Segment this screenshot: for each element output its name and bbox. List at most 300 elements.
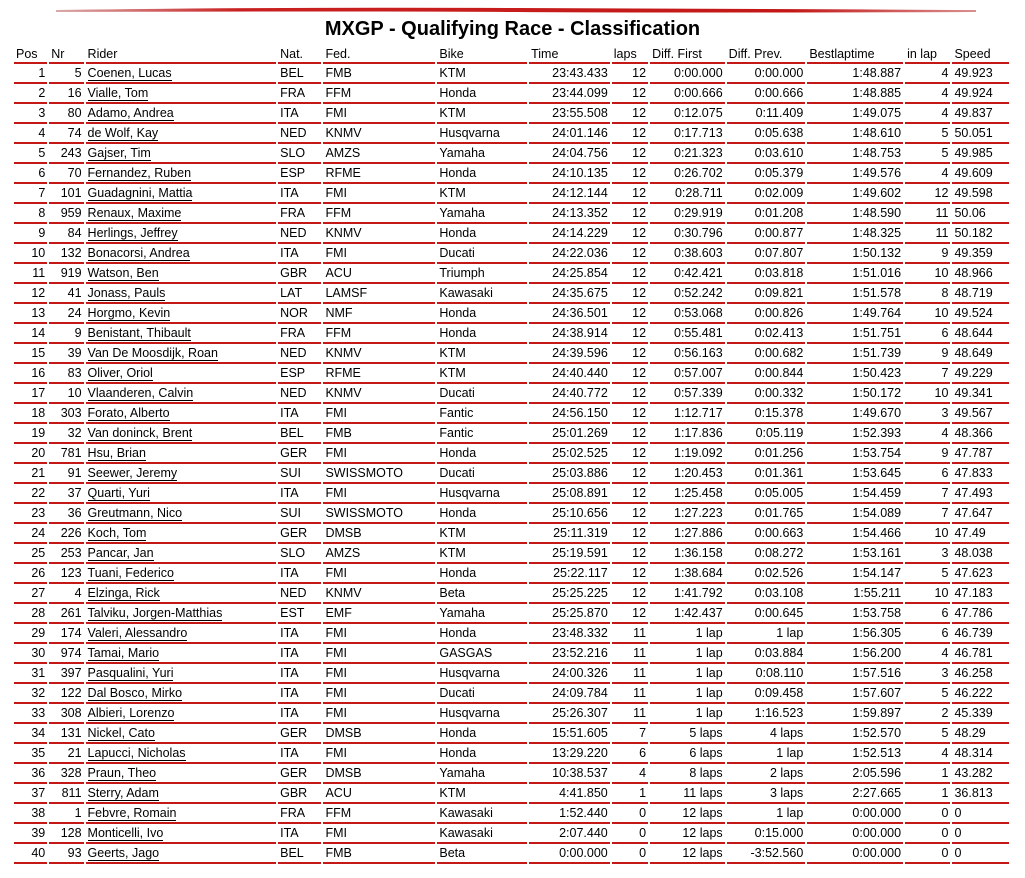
rider-link[interactable]: Hsu, Brian xyxy=(87,445,146,460)
cell-nr: 24 xyxy=(49,304,83,324)
cell-time: 24:01.146 xyxy=(529,124,610,144)
cell-nat: GER xyxy=(278,724,321,744)
cell-nr: 781 xyxy=(49,444,83,464)
cell-laps: 12 xyxy=(612,364,648,384)
cell-time: 24:38.914 xyxy=(529,324,610,344)
cell-bike: Fantic xyxy=(437,404,527,424)
cell-laps: 11 xyxy=(612,704,648,724)
cell-laps: 11 xyxy=(612,664,648,684)
cell-fed: FMI xyxy=(323,564,435,584)
cell-bestlaptime: 2:27.665 xyxy=(807,784,903,804)
cell-in-lap: 9 xyxy=(905,444,950,464)
table-row xyxy=(14,524,1009,544)
rider-link[interactable]: Pancar, Jan xyxy=(87,545,154,560)
cell-bike: Yamaha xyxy=(437,144,527,164)
cell-diff-first: 1:25.458 xyxy=(650,484,725,504)
rider-link[interactable]: Bonacorsi, Andrea xyxy=(87,245,190,260)
rider-link[interactable]: Elzinga, Rick xyxy=(87,585,160,600)
rider-link[interactable]: Vialle, Tom xyxy=(87,85,149,100)
cell-nr: 1 xyxy=(49,804,83,824)
cell-nr: 32 xyxy=(49,424,83,444)
cell-pos: 22 xyxy=(14,484,47,504)
cell-laps: 12 xyxy=(612,404,648,424)
cell-speed: 47.183 xyxy=(952,584,1009,604)
cell-nat: LAT xyxy=(278,284,321,304)
cell-pos: 2 xyxy=(14,84,47,104)
rider-link[interactable]: Horgmo, Kevin xyxy=(87,305,171,320)
cell-fed: SWISSMOTO xyxy=(323,464,435,484)
cell-speed: 49.598 xyxy=(952,184,1009,204)
cell-pos: 12 xyxy=(14,284,47,304)
cell-in-lap: 2 xyxy=(905,704,950,724)
cell-fed: FMI xyxy=(323,744,435,764)
cell-time: 24:40.772 xyxy=(529,384,610,404)
cell-bike: Honda xyxy=(437,724,527,744)
cell-diff-first: 5 laps xyxy=(650,724,725,744)
rider-link[interactable]: Sterry, Adam xyxy=(87,785,159,800)
cell-diff-prev: 0:01.361 xyxy=(727,464,806,484)
cell-bestlaptime: 1:48.325 xyxy=(807,224,903,244)
cell-diff-first: 1:41.792 xyxy=(650,584,725,604)
cell-in-lap: 6 xyxy=(905,464,950,484)
cell-speed: 45.339 xyxy=(952,704,1009,724)
cell-bestlaptime: 1:53.161 xyxy=(807,544,903,564)
cell-fed: FMI xyxy=(323,664,435,684)
cell-diff-prev: 0:03.108 xyxy=(727,584,806,604)
cell-nr: 16 xyxy=(49,84,83,104)
cell-nat: ITA xyxy=(278,184,321,204)
cell-laps: 12 xyxy=(612,164,648,184)
cell-bestlaptime: 1:54.459 xyxy=(807,484,903,504)
cell-diff-prev: 0:15.378 xyxy=(727,404,806,424)
cell-diff-first: 12 laps xyxy=(650,804,725,824)
cell-bestlaptime: 1:52.513 xyxy=(807,744,903,764)
cell-bike: Honda xyxy=(437,504,527,524)
cell-time: 24:00.326 xyxy=(529,664,610,684)
col-pos: Pos xyxy=(14,45,47,64)
cell-bestlaptime: 2:05.596 xyxy=(807,764,903,784)
cell-diff-first: 1 lap xyxy=(650,684,725,704)
brush-stroke-graphic xyxy=(56,7,976,13)
rider-link[interactable]: Valeri, Alessandro xyxy=(87,625,188,640)
cell-time: 25:25.870 xyxy=(529,604,610,624)
cell-nr: 41 xyxy=(49,284,83,304)
cell-pos: 13 xyxy=(14,304,47,324)
cell-pos: 17 xyxy=(14,384,47,404)
cell-nat: NED xyxy=(278,384,321,404)
cell-time: 23:44.099 xyxy=(529,84,610,104)
cell-bike: Honda xyxy=(437,324,527,344)
rider-link[interactable]: Coenen, Lucas xyxy=(87,65,172,80)
cell-in-lap: 6 xyxy=(905,604,950,624)
table-row xyxy=(14,684,1009,704)
col-bike: Bike xyxy=(437,45,527,64)
table-row xyxy=(14,564,1009,584)
rider-link[interactable]: Fernandez, Ruben xyxy=(87,165,192,180)
rider-link[interactable]: Dal Bosco, Mirko xyxy=(87,685,183,700)
cell-rider xyxy=(86,264,277,284)
cell-diff-first: 1:27.223 xyxy=(650,504,725,524)
cell-bike: Kawasaki xyxy=(437,804,527,824)
cell-speed: 49.359 xyxy=(952,244,1009,264)
cell-fed: FMI xyxy=(323,484,435,504)
cell-bike: Husqvarna xyxy=(437,484,527,504)
col-laps: laps xyxy=(612,45,648,64)
cell-speed: 50.182 xyxy=(952,224,1009,244)
cell-pos: 14 xyxy=(14,324,47,344)
cell-diff-first: 0:29.919 xyxy=(650,204,725,224)
cell-bike: Honda xyxy=(437,624,527,644)
cell-time: 23:52.216 xyxy=(529,644,610,664)
cell-laps: 12 xyxy=(612,544,648,564)
cell-nr: 131 xyxy=(49,724,83,744)
cell-laps: 1 xyxy=(612,784,648,804)
cell-speed: 48.719 xyxy=(952,284,1009,304)
cell-bestlaptime: 1:51.751 xyxy=(807,324,903,344)
cell-fed: FMI xyxy=(323,184,435,204)
cell-time: 25:22.117 xyxy=(529,564,610,584)
cell-diff-prev: 0:00.877 xyxy=(727,224,806,244)
cell-bestlaptime: 1:54.147 xyxy=(807,564,903,584)
cell-nat: SUI xyxy=(278,464,321,484)
cell-laps: 12 xyxy=(612,444,648,464)
rider-link[interactable]: Koch, Tom xyxy=(87,525,147,540)
cell-fed: FMI xyxy=(323,104,435,124)
cell-speed: 48.314 xyxy=(952,744,1009,764)
cell-pos: 4 xyxy=(14,124,47,144)
cell-time: 24:36.501 xyxy=(529,304,610,324)
rider-link[interactable]: Renaux, Maxime xyxy=(87,205,182,220)
cell-nat: ITA xyxy=(278,564,321,584)
cell-time: 25:08.891 xyxy=(529,484,610,504)
cell-pos: 15 xyxy=(14,344,47,364)
rider-link[interactable]: Van De Moosdijk, Roan xyxy=(87,345,218,360)
cell-time: 4:41.850 xyxy=(529,784,610,804)
cell-fed: FMB xyxy=(323,844,435,864)
table-row xyxy=(14,544,1009,564)
table-row xyxy=(14,304,1009,324)
cell-in-lap: 6 xyxy=(905,324,950,344)
cell-nat: ITA xyxy=(278,704,321,724)
cell-diff-first: 1 lap xyxy=(650,624,725,644)
cell-pos: 39 xyxy=(14,824,47,844)
rider-link[interactable]: Tuani, Federico xyxy=(87,565,174,580)
rider-link[interactable]: Nickel, Cato xyxy=(87,725,155,740)
rider-link[interactable]: Albieri, Lorenzo xyxy=(87,705,175,720)
cell-fed: FMI xyxy=(323,684,435,704)
cell-laps: 12 xyxy=(612,604,648,624)
cell-time: 24:22.036 xyxy=(529,244,610,264)
cell-bestlaptime: 1:48.885 xyxy=(807,84,903,104)
cell-bike: KTM xyxy=(437,344,527,364)
cell-pos: 30 xyxy=(14,644,47,664)
cell-in-lap: 10 xyxy=(905,384,950,404)
col-speed: Speed xyxy=(952,45,1009,64)
rider-link[interactable]: Oliver, Oriol xyxy=(87,365,153,380)
table-row xyxy=(14,144,1009,164)
cell-nat: ITA xyxy=(278,484,321,504)
cell-bestlaptime: 1:57.516 xyxy=(807,664,903,684)
cell-in-lap: 10 xyxy=(905,524,950,544)
cell-time: 24:40.440 xyxy=(529,364,610,384)
cell-diff-prev: 0:02.413 xyxy=(727,324,806,344)
cell-bestlaptime: 1:50.172 xyxy=(807,384,903,404)
cell-nat: ITA xyxy=(278,644,321,664)
cell-diff-first: 1:19.092 xyxy=(650,444,725,464)
cell-diff-prev: 0:03.818 xyxy=(727,264,806,284)
table-row xyxy=(14,244,1009,264)
cell-fed: RFME xyxy=(323,164,435,184)
cell-bestlaptime: 1:54.466 xyxy=(807,524,903,544)
cell-diff-prev: 0:09.821 xyxy=(727,284,806,304)
cell-in-lap: 5 xyxy=(905,144,950,164)
cell-in-lap: 6 xyxy=(905,624,950,644)
cell-bike: Husqvarna xyxy=(437,704,527,724)
cell-bestlaptime: 1:49.602 xyxy=(807,184,903,204)
cell-time: 24:10.135 xyxy=(529,164,610,184)
rider-link[interactable]: Tamai, Mario xyxy=(87,645,160,660)
cell-rider xyxy=(86,624,277,644)
cell-in-lap: 7 xyxy=(905,504,950,524)
rider-link[interactable]: Lapucci, Nicholas xyxy=(87,745,186,760)
table-row xyxy=(14,184,1009,204)
cell-diff-first: 0:00.000 xyxy=(650,64,725,84)
col-diff-prev: Diff. Prev. xyxy=(727,45,806,64)
cell-nat: NED xyxy=(278,124,321,144)
rider-link[interactable]: Febvre, Romain xyxy=(87,805,177,820)
cell-fed: FFM xyxy=(323,324,435,344)
table-row xyxy=(14,164,1009,184)
cell-laps: 12 xyxy=(612,104,648,124)
cell-nr: 70 xyxy=(49,164,83,184)
cell-pos: 21 xyxy=(14,464,47,484)
rider-link[interactable]: Seewer, Jeremy xyxy=(87,465,178,480)
cell-pos: 6 xyxy=(14,164,47,184)
cell-rider xyxy=(86,444,277,464)
cell-bestlaptime: 1:48.590 xyxy=(807,204,903,224)
cell-speed: 46.222 xyxy=(952,684,1009,704)
table-row xyxy=(14,384,1009,404)
cell-rider xyxy=(86,504,277,524)
cell-pos: 24 xyxy=(14,524,47,544)
cell-bestlaptime: 0:00.000 xyxy=(807,824,903,844)
cell-fed: FMI xyxy=(323,824,435,844)
rider-link[interactable]: Greutmann, Nico xyxy=(87,505,183,520)
cell-speed: 0 xyxy=(952,804,1009,824)
cell-diff-first: 1:12.717 xyxy=(650,404,725,424)
cell-laps: 6 xyxy=(612,744,648,764)
cell-diff-first: 12 laps xyxy=(650,824,725,844)
cell-pos: 32 xyxy=(14,684,47,704)
cell-diff-first: 0:55.481 xyxy=(650,324,725,344)
cell-nr: 37 xyxy=(49,484,83,504)
cell-nat: NED xyxy=(278,584,321,604)
cell-nr: 39 xyxy=(49,344,83,364)
cell-bestlaptime: 1:48.887 xyxy=(807,64,903,84)
cell-diff-prev: 0:03.610 xyxy=(727,144,806,164)
cell-bestlaptime: 1:50.132 xyxy=(807,244,903,264)
cell-rider xyxy=(86,744,277,764)
cell-bike: KTM xyxy=(437,524,527,544)
cell-diff-prev: 1 lap xyxy=(727,744,806,764)
cell-diff-prev: 0:01.765 xyxy=(727,504,806,524)
cell-diff-first: 0:57.339 xyxy=(650,384,725,404)
cell-diff-first: 12 laps xyxy=(650,844,725,864)
cell-time: 23:48.332 xyxy=(529,624,610,644)
cell-diff-prev: 0:02.526 xyxy=(727,564,806,584)
cell-bestlaptime: 1:57.607 xyxy=(807,684,903,704)
cell-fed: LAMSF xyxy=(323,284,435,304)
cell-diff-first: 6 laps xyxy=(650,744,725,764)
rider-link[interactable]: Gajser, Tim xyxy=(87,145,151,160)
cell-fed: DMSB xyxy=(323,524,435,544)
table-row xyxy=(14,104,1009,124)
rider-link[interactable]: Guadagnini, Mattia xyxy=(87,185,193,200)
cell-speed: 48.644 xyxy=(952,324,1009,344)
cell-pos: 29 xyxy=(14,624,47,644)
cell-rider xyxy=(86,124,277,144)
rider-link[interactable]: Quarti, Yuri xyxy=(87,485,150,500)
col-bestlaptime: Bestlaptime xyxy=(807,45,903,64)
cell-bike: KTM xyxy=(437,104,527,124)
cell-rider xyxy=(86,704,277,724)
cell-in-lap: 10 xyxy=(905,584,950,604)
cell-bike: Honda xyxy=(437,224,527,244)
rider-link[interactable]: Herlings, Jeffrey xyxy=(87,225,178,240)
rider-link[interactable]: Monticelli, Ivo xyxy=(87,825,164,840)
cell-nr: 974 xyxy=(49,644,83,664)
rider-link[interactable]: Geerts, Jago xyxy=(87,845,160,860)
rider-link[interactable]: Van doninck, Brent xyxy=(87,425,193,440)
cell-laps: 12 xyxy=(612,64,648,84)
cell-diff-first: 1:38.684 xyxy=(650,564,725,584)
cell-pos: 31 xyxy=(14,664,47,684)
rider-link[interactable]: Watson, Ben xyxy=(87,265,159,280)
cell-rider xyxy=(86,604,277,624)
cell-diff-prev: 0:00.000 xyxy=(727,64,806,84)
cell-speed: 47.787 xyxy=(952,444,1009,464)
cell-nat: NED xyxy=(278,224,321,244)
cell-in-lap: 3 xyxy=(905,544,950,564)
cell-laps: 0 xyxy=(612,844,648,864)
cell-speed: 46.739 xyxy=(952,624,1009,644)
cell-pos: 19 xyxy=(14,424,47,444)
cell-nr: 83 xyxy=(49,364,83,384)
cell-speed: 48.966 xyxy=(952,264,1009,284)
cell-in-lap: 0 xyxy=(905,824,950,844)
rider-link[interactable]: Jonass, Pauls xyxy=(87,285,166,300)
cell-diff-first: 11 laps xyxy=(650,784,725,804)
rider-link[interactable]: Adamo, Andrea xyxy=(87,105,174,120)
cell-nat: EST xyxy=(278,604,321,624)
cell-pos: 40 xyxy=(14,844,47,864)
cell-bestlaptime: 1:49.075 xyxy=(807,104,903,124)
cell-in-lap: 4 xyxy=(905,104,950,124)
cell-nat: SLO xyxy=(278,144,321,164)
cell-rider xyxy=(86,464,277,484)
rider-link[interactable]: Pasqualini, Yuri xyxy=(87,665,174,680)
cell-bike: KTM xyxy=(437,544,527,564)
cell-diff-prev: 0:00.663 xyxy=(727,524,806,544)
rider-link[interactable]: Vlaanderen, Calvin xyxy=(87,385,194,400)
rider-link[interactable]: Talviku, Jorgen-Matthias xyxy=(87,605,223,620)
table-row xyxy=(14,644,1009,664)
cell-time: 25:25.225 xyxy=(529,584,610,604)
cell-nr: 101 xyxy=(49,184,83,204)
cell-diff-prev: 0:01.208 xyxy=(727,204,806,224)
cell-laps: 12 xyxy=(612,204,648,224)
cell-laps: 12 xyxy=(612,524,648,544)
cell-in-lap: 12 xyxy=(905,184,950,204)
cell-fed: KNMV xyxy=(323,124,435,144)
cell-diff-prev: 0:05.005 xyxy=(727,484,806,504)
cell-rider xyxy=(86,204,277,224)
cell-laps: 12 xyxy=(612,84,648,104)
cell-time: 25:11.319 xyxy=(529,524,610,544)
cell-speed: 47.647 xyxy=(952,504,1009,524)
cell-nr: 261 xyxy=(49,604,83,624)
rider-link[interactable]: de Wolf, Kay xyxy=(87,125,159,140)
cell-nr: 10 xyxy=(49,384,83,404)
cell-diff-prev: 3 laps xyxy=(727,784,806,804)
cell-speed: 0 xyxy=(952,844,1009,864)
cell-bike: Kawasaki xyxy=(437,824,527,844)
header-row xyxy=(14,45,1009,64)
cell-diff-prev: 0:00.645 xyxy=(727,604,806,624)
cell-rider xyxy=(86,404,277,424)
table-row xyxy=(14,424,1009,444)
cell-diff-first: 1:27.886 xyxy=(650,524,725,544)
cell-speed: 47.493 xyxy=(952,484,1009,504)
cell-time: 0:00.000 xyxy=(529,844,610,864)
cell-time: 25:03.886 xyxy=(529,464,610,484)
table-row xyxy=(14,484,1009,504)
cell-rider xyxy=(86,284,277,304)
cell-nat: ITA xyxy=(278,104,321,124)
rider-link[interactable]: Benistant, Thibault xyxy=(87,325,191,340)
cell-diff-first: 0:00.666 xyxy=(650,84,725,104)
cell-in-lap: 11 xyxy=(905,224,950,244)
cell-diff-prev: 0:15.000 xyxy=(727,824,806,844)
cell-pos: 7 xyxy=(14,184,47,204)
cell-speed: 49.923 xyxy=(952,64,1009,84)
cell-nr: 226 xyxy=(49,524,83,544)
cell-bestlaptime: 1:51.016 xyxy=(807,264,903,284)
rider-link[interactable]: Forato, Alberto xyxy=(87,405,170,420)
cell-diff-prev: 0:11.409 xyxy=(727,104,806,124)
table-row xyxy=(14,664,1009,684)
cell-diff-prev: 0:08.272 xyxy=(727,544,806,564)
cell-fed: KNMV xyxy=(323,224,435,244)
cell-fed: FMI xyxy=(323,644,435,664)
cell-speed: 48.649 xyxy=(952,344,1009,364)
cell-fed: AMZS xyxy=(323,544,435,564)
table-row xyxy=(14,464,1009,484)
table-row xyxy=(14,824,1009,844)
col-nat: Nat. xyxy=(278,45,321,64)
cell-diff-first: 0:21.323 xyxy=(650,144,725,164)
cell-rider xyxy=(86,104,277,124)
cell-bestlaptime: 0:00.000 xyxy=(807,804,903,824)
cell-nr: 123 xyxy=(49,564,83,584)
cell-rider xyxy=(86,544,277,564)
cell-fed: DMSB xyxy=(323,724,435,744)
table-row xyxy=(14,844,1009,864)
cell-nr: 397 xyxy=(49,664,83,684)
cell-nr: 243 xyxy=(49,144,83,164)
rider-link[interactable]: Praun, Theo xyxy=(87,765,157,780)
cell-rider xyxy=(86,644,277,664)
